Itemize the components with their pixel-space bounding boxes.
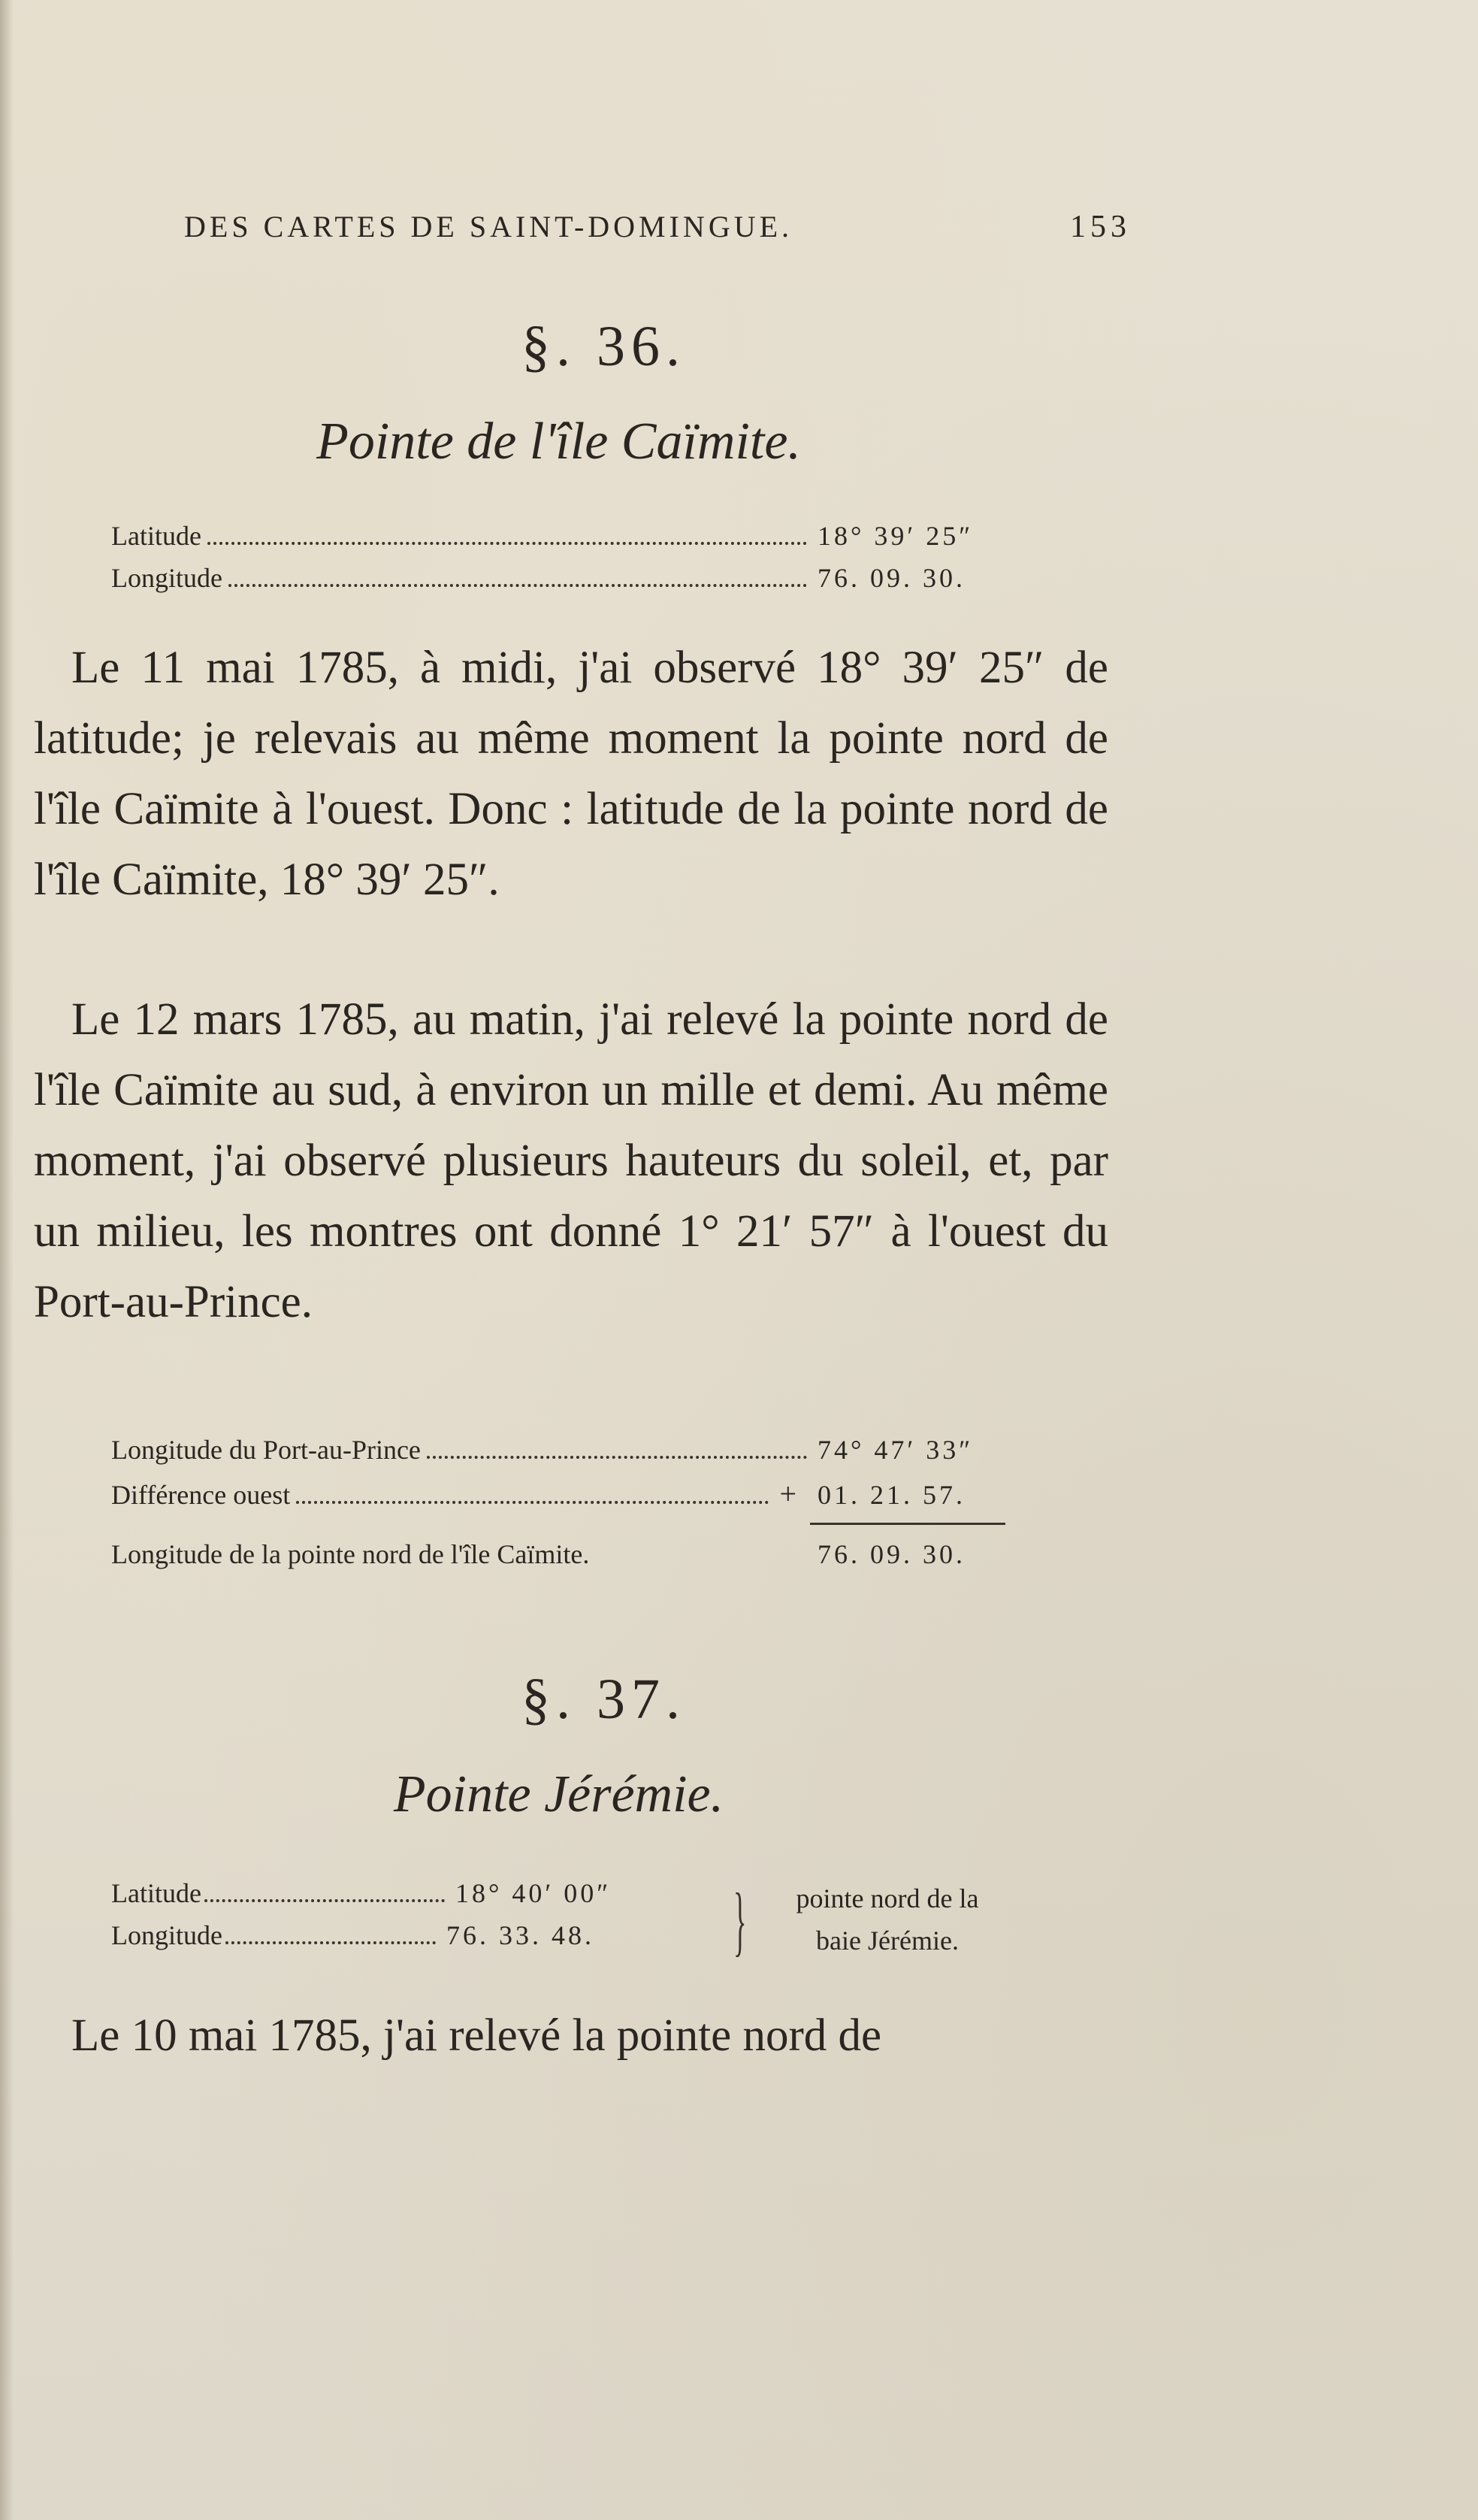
running-title: DES CARTES DE SAINT-DOMINGUE.: [184, 210, 793, 244]
result-value: 76. 09. 30.: [818, 1539, 966, 1569]
paragraph-text: Le 10 mai 1785, j'ai relevé la pointe nord de: [71, 2010, 882, 2061]
dotted-leader: [207, 542, 807, 545]
brace-bracket: }: [733, 1877, 747, 1964]
section-mark-36: §. 36.: [521, 315, 686, 378]
coord-value: 18° 40′ 00″: [455, 1878, 612, 1908]
paragraph-text: Le 11 mai 1785, à midi, j'ai observé 18° 39′ 25″ de latitude; je relevais au même moment la pointe nord de l'île Caïmite à l'ouest. Donc : latitude de la pointe nord de l'île Caïmite, 18° 39′ 25″.: [34, 643, 1108, 905]
section-heading-36: Pointe de l'île Caïmite.: [316, 413, 801, 470]
brace-note-line-1: pointe nord de la: [796, 1883, 979, 1913]
dotted-leader: [225, 1941, 436, 1944]
coordinates-table-37: [111, 1877, 1013, 1962]
coord-label: Longitude: [111, 563, 222, 593]
calc-label: Différence ouest: [111, 1480, 291, 1510]
coord-row-longitude: [111, 562, 1005, 604]
dotted-leader: [296, 1501, 769, 1504]
coord-label: Latitude: [111, 521, 201, 551]
coord-value: 76. 09. 30.: [818, 563, 966, 593]
page-number: 153: [1070, 210, 1131, 244]
paragraph-37-1: [34, 2001, 1108, 2071]
calc-row-difference: [111, 1476, 1005, 1518]
calc-label: Longitude du Port-au-Prince: [111, 1435, 421, 1465]
longitude-calculation: [111, 1434, 1005, 1581]
plus-sign: +: [779, 1477, 796, 1511]
paragraph-36-2: [34, 985, 1108, 1338]
sum-rule: [810, 1523, 1005, 1525]
section-mark-37: §. 37.: [521, 1668, 686, 1731]
paragraph-36-1: [34, 633, 1108, 915]
calc-row-port-au-prince: [111, 1434, 1005, 1476]
coord-value: 18° 39′ 25″: [818, 521, 974, 551]
brace-note-line-2: baie Jérémie.: [816, 1926, 959, 1956]
section-heading-37: Pointe Jérémie.: [393, 1765, 724, 1823]
coord-value: 76. 33. 48.: [446, 1920, 594, 1950]
coordinates-table-36: [111, 520, 1005, 604]
coord-label: Longitude: [111, 1920, 222, 1950]
result-label: Longitude de la pointe nord de l'île Caïmite.: [111, 1539, 590, 1569]
coord-label: Latitude: [111, 1878, 201, 1908]
coord-row-latitude: [111, 520, 1005, 562]
running-head: [184, 209, 1131, 254]
calc-value: 74° 47′ 33″: [818, 1435, 974, 1465]
calc-value: 01. 21. 57.: [818, 1480, 966, 1510]
paragraph-text: Le 12 mars 1785, au matin, j'ai relevé la pointe nord de l'île Caïmite au sud, à environ un mille et demi. Au même moment, j'ai observé plusieurs hauteurs du soleil, et, par un milieu, les montres ont donné 1° 21′ 57″ à l'ouest du Port-au-Prince.: [34, 994, 1108, 1327]
dotted-leader: [228, 584, 807, 587]
calc-row-result: [111, 1538, 1005, 1581]
dotted-leader: [427, 1456, 807, 1459]
dotted-leader: [204, 1899, 445, 1902]
brace-note: [763, 1877, 1011, 1962]
